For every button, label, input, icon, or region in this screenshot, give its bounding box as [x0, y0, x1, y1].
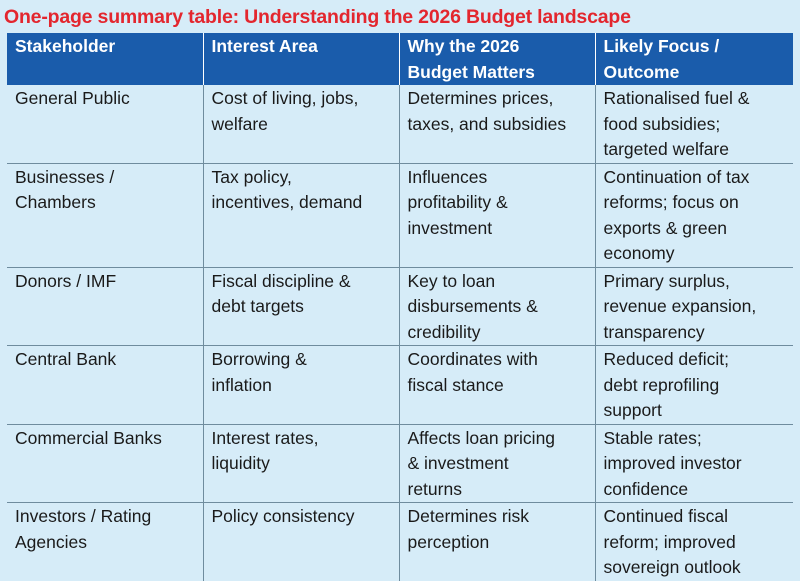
- cell-line: Chambers: [15, 192, 96, 212]
- cell-line: Businesses /: [15, 166, 115, 187]
- header-row: [7, 33, 793, 85]
- cell-line: fiscal stance: [407, 374, 504, 395]
- header-stakeholder: [7, 33, 203, 85]
- cell-likely-focus: [595, 163, 793, 267]
- table-body: [7, 85, 793, 581]
- cell-line: welfare: [211, 113, 268, 134]
- cell-line: Coordinates with: [407, 349, 538, 369]
- cell-line: disbursements &: [407, 296, 538, 316]
- cell-line: debt targets: [211, 296, 304, 316]
- cell-stakeholder: [7, 267, 203, 346]
- header-line: Interest Area: [211, 36, 318, 56]
- table-row: [7, 267, 793, 346]
- page-title: One-page summary table: Understanding the 2026 Budget landscape: [4, 6, 631, 28]
- cell-why-budget-matters: [399, 346, 595, 425]
- cell-line: General Public: [15, 88, 130, 108]
- cell-line: targeted welfare: [603, 139, 729, 159]
- cell-line: improved investor: [603, 453, 742, 473]
- cell-likely-focus: [595, 503, 793, 581]
- cell-line: transparency: [603, 321, 705, 342]
- cell-interest-area: [203, 503, 399, 581]
- header-line: Likely Focus /: [603, 36, 720, 56]
- table-row: [7, 424, 793, 503]
- table-row: [7, 163, 793, 267]
- cell-line: Rationalised fuel &: [603, 88, 750, 108]
- cell-likely-focus: [595, 85, 793, 163]
- cell-line: perception: [407, 531, 490, 552]
- cell-interest-area: [203, 267, 399, 346]
- cell-line: Borrowing &: [211, 349, 307, 369]
- cell-line: Agencies: [15, 531, 87, 552]
- cell-line: debt reprofiling: [603, 374, 720, 395]
- header-line: Why the 2026: [407, 36, 520, 56]
- cell-line: Affects loan pricing: [407, 427, 556, 448]
- header-line: Stakeholder: [15, 36, 116, 56]
- header-likely-focus: [595, 33, 793, 85]
- cell-line: Reduced deficit;: [603, 349, 729, 369]
- table-row: [7, 346, 793, 425]
- cell-why-budget-matters: [399, 503, 595, 581]
- cell-line: economy: [603, 243, 675, 263]
- table-row: [7, 85, 793, 163]
- cell-line: sovereign outlook: [603, 557, 741, 577]
- cell-line: Commercial Banks: [15, 427, 162, 448]
- cell-line: taxes, and subsidies: [407, 113, 567, 134]
- cell-line: reform; improved: [603, 531, 736, 552]
- cell-stakeholder: [7, 503, 203, 581]
- cell-interest-area: [203, 424, 399, 503]
- cell-stakeholder: [7, 346, 203, 425]
- cell-stakeholder: [7, 163, 203, 267]
- cell-line: profitability &: [407, 192, 508, 212]
- cell-line: liquidity: [211, 453, 270, 473]
- cell-why-budget-matters: [399, 424, 595, 503]
- header-line: Budget Matters: [407, 61, 535, 82]
- cell-line: Determines prices,: [407, 88, 554, 108]
- cell-line: Fiscal discipline &: [211, 270, 351, 291]
- cell-interest-area: [203, 163, 399, 267]
- cell-stakeholder: [7, 85, 203, 163]
- table-row: [7, 503, 793, 581]
- cell-line: Key to loan: [407, 270, 496, 291]
- header-why-budget-matters: [399, 33, 595, 85]
- cell-line: support: [603, 400, 662, 420]
- cell-line: confidence: [603, 478, 689, 499]
- header-line: Outcome: [603, 61, 680, 82]
- cell-line: food subsidies;: [603, 113, 721, 134]
- cell-line: Policy consistency: [211, 506, 355, 526]
- cell-line: Stable rates;: [603, 427, 702, 448]
- cell-line: investment: [407, 217, 493, 238]
- cell-line: & investment: [407, 453, 509, 473]
- cell-line: Interest rates,: [211, 427, 319, 448]
- cell-why-budget-matters: [399, 267, 595, 346]
- cell-line: Investors / Rating: [15, 506, 152, 526]
- cell-line: returns: [407, 478, 462, 499]
- cell-why-budget-matters: [399, 163, 595, 267]
- cell-line: reforms; focus on: [603, 192, 739, 212]
- cell-line: Primary surplus,: [603, 270, 730, 291]
- cell-why-budget-matters: [399, 85, 595, 163]
- cell-line: Continued fiscal: [603, 506, 729, 526]
- cell-stakeholder: [7, 424, 203, 503]
- cell-line: Influences: [407, 166, 488, 187]
- cell-line: exports & green: [603, 217, 728, 238]
- cell-line: revenue expansion,: [603, 296, 757, 316]
- summary-table: [7, 33, 793, 581]
- cell-line: Determines risk: [407, 506, 530, 526]
- cell-line: credibility: [407, 321, 481, 342]
- cell-likely-focus: [595, 424, 793, 503]
- cell-line: Central Bank: [15, 349, 117, 369]
- cell-interest-area: [203, 346, 399, 425]
- header-interest-area: [203, 33, 399, 85]
- cell-line: inflation: [211, 374, 272, 395]
- cell-likely-focus: [595, 267, 793, 346]
- cell-line: Tax policy,: [211, 166, 292, 187]
- cell-line: Cost of living, jobs,: [211, 88, 359, 108]
- cell-interest-area: [203, 85, 399, 163]
- cell-likely-focus: [595, 346, 793, 425]
- cell-line: Donors / IMF: [15, 270, 117, 291]
- cell-line: incentives, demand: [211, 192, 363, 212]
- cell-line: Continuation of tax: [603, 166, 750, 187]
